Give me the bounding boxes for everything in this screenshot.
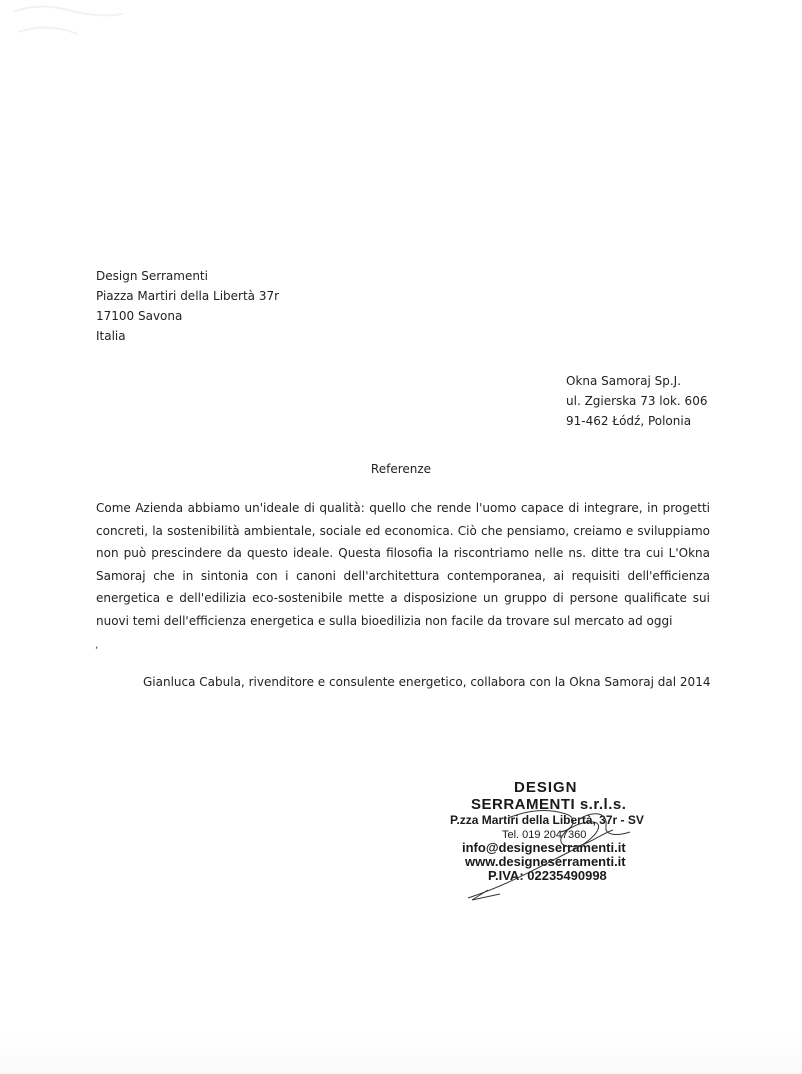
stamp-line: Tel. 019 2047360 xyxy=(502,829,587,841)
letter-title: Referenze xyxy=(370,462,432,476)
sender-country: Italia xyxy=(96,329,126,343)
recipient-street: ul. Zgierska 73 lok. 606 xyxy=(566,394,708,408)
recipient-address xyxy=(566,371,707,431)
stamp-line: info@designeserramenti.it xyxy=(462,840,626,855)
sender-name: Design Serramenti xyxy=(96,269,208,283)
sender-street: Piazza Martiri della Libertà 37r xyxy=(96,289,280,303)
scan-shadow xyxy=(0,1034,802,1074)
stamp-line: DESIGN xyxy=(514,779,578,796)
stray-mark: , xyxy=(95,640,99,651)
stamp-line: P.zza Martiri della Libertà, 37r - SV xyxy=(450,813,644,827)
stamp-line: www.designeserramenti.it xyxy=(465,854,626,869)
letter-body xyxy=(96,497,710,632)
recipient-name: Okna Samoraj Sp.J. xyxy=(566,374,682,388)
stamp-line: P.IVA: 02235490998 xyxy=(488,868,607,883)
body-line: concreti, la sostenibilità ambientale, sociale ed economica. Ciò che pensiamo, creiamo e sviluppiamo xyxy=(96,523,710,538)
sender-city: 17100 Savona xyxy=(96,309,183,323)
body-line: Come Azienda abbiamo un'ideale di qualità: quello che rende l'uomo capace di integrare, in progetti xyxy=(96,501,710,515)
body-line: nuovi temi dell'efficienza energetica e sulla bioedilizia non facile da trovare sul mercato ad oggi xyxy=(96,613,673,628)
scan-artifact xyxy=(8,2,128,52)
signature-text: Gianluca Cabula, rivenditore e consulente energetico, collabora con la Okna Samoraj dal 2014 xyxy=(143,675,711,689)
body-line: Samoraj che in sintonia con i canoni dell'architettura contemporanea, ai requisiti dell'efficienza xyxy=(96,568,710,583)
company-stamp xyxy=(448,780,688,910)
sender-address xyxy=(96,266,279,346)
body-line: energetica e dell'edilizia eco-sostenibile mette a disposizione un gruppo di persone qualificate sui xyxy=(96,591,710,605)
body-line: non può prescindere da questo ideale. Questa filosofia la riscontriamo nelle ns. ditte tra cui L'Okna xyxy=(96,546,710,560)
recipient-city: 91-462 Łódź, Polonia xyxy=(566,414,692,428)
stamp-line: SERRAMENTI s.r.l.s. xyxy=(471,796,627,813)
